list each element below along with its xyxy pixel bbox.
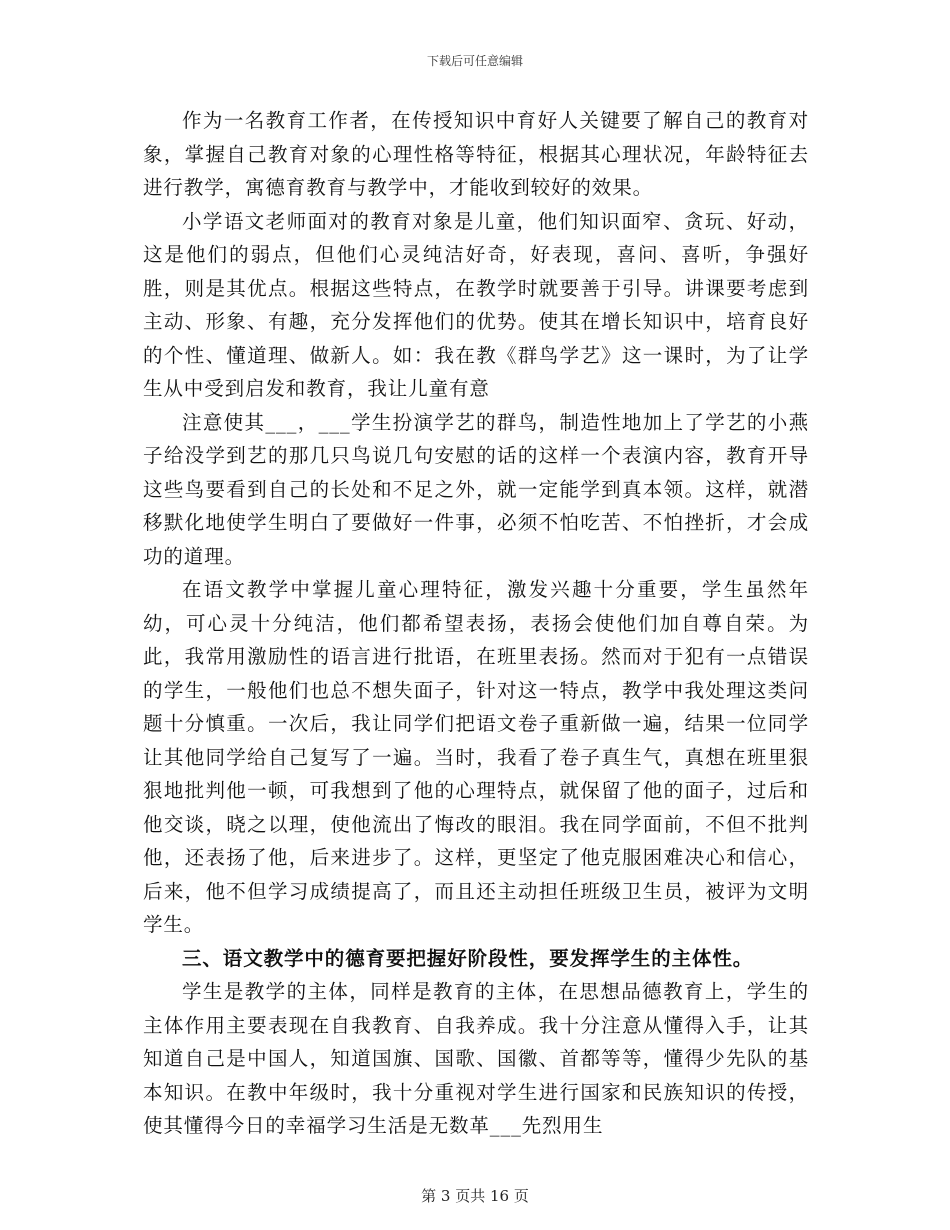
document-body xyxy=(143,104,809,1143)
paragraph-1: 作为一名教育工作者，在传授知识中育好人关键要了解自己的教育对象，掌握自己教育对象的心理性格等特征，根据其心理状况，年龄特征去进行教学，寓德育教育与教学中，才能收到较好的效果。 xyxy=(143,109,809,199)
section-heading: 三、语文教学中的德育要把握好阶段性，要发挥学生的主体性。 xyxy=(182,946,754,970)
paragraph-3: 注意使其___，___学生扮演学艺的群鸟，制造性地加上了学艺的小燕子给没学到艺的那几只鸟说几句安慰的话的这样一个表演内容，教育开导这些鸟要看到自己的长处和不足之外，就一定能学到真本领。这样，就潜移默化地使学生明白了要做好一件事，必须不怕吃苦、不怕挫折，才会成功的道理。 xyxy=(143,410,809,568)
page-number: 第 3 页共 16 页 xyxy=(421,1187,529,1205)
page-header: 下载后可任意编辑 xyxy=(426,54,523,68)
paragraph-4: 在语文教学中掌握儿童心理特征，激发兴趣十分重要，学生虽然年幼，可心灵十分纯洁，他们都希望表扬，表扬会使他们加自尊自荣。为此，我常用激励性的语言进行批语，在班里表扬。然而对于犯有一点错误的学生，一般他们也总不想失面子，针对这一特点，教学中我处理这类问题十分慎重。一次后，我让同学们把语文卷子重新做一遍，结果一位同学让其他同学给自己复写了一遍。当时，我看了卷子真生气，真想在班里狠狠地批判他一顿，可我想到了他的心理特点，就保留了他的面子，过后和他交谈，晓之以理，使他流出了悔改的眼泪。我在同学面前，不但不批判他，还表扬了他，后来进步了。这样，更坚定了他克服困难决心和信心，后来，他不但学习成绩提高了，而且还主动担任班级卫生员，被评为文明学生。 xyxy=(143,578,809,936)
paragraph-2: 小学语文老师面对的教育对象是儿童，他们知识面窄、贪玩、好动，这是他们的弱点，但他们心灵纯洁好奇，好表现，喜问、喜听，争强好胜，则是其优点。根据这些特点，在教学时就要善于引导。讲课要考虑到主动、形象、有趣，充分发挥他们的优势。使其在增长知识中，培育良好的个性、懂道理、做新人。如：我在教《群鸟学艺》这一课时，为了让学生从中受到启发和教育，我让儿童有意 xyxy=(143,209,809,400)
paragraph-5: 学生是教学的主体，同样是教育的主体，在思想品德教育上，学生的主体作用主要表现在自我教育、自我养成。我十分注意从懂得入手，让其知道自己是中国人，知道国旗、国歌、国徽、首都等等，懂得少先队的基本知识。在教中年级时，我十分重视对学生进行国家和民族知识的传授，使其懂得今日的幸福学习生活是无数革___先烈用生 xyxy=(143,980,809,1137)
